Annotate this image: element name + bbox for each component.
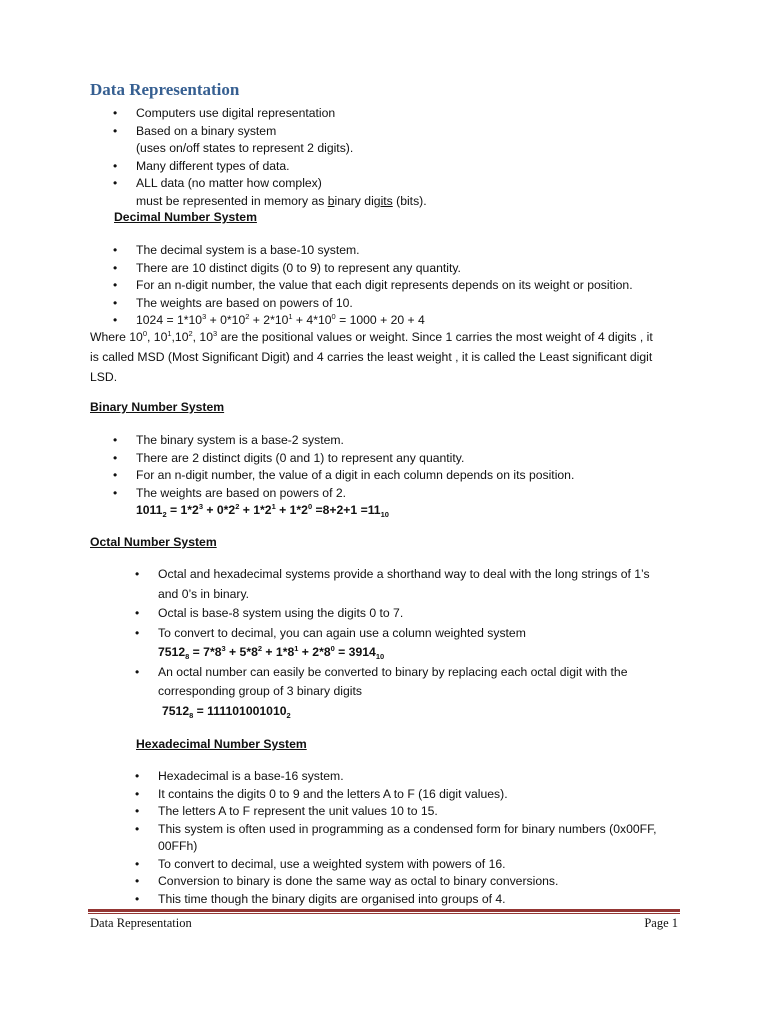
superscript: 3 <box>221 644 226 653</box>
list-item: • For an n-digit number, the value that each digit represents depends on its weight or position. <box>136 277 696 295</box>
text: b <box>327 193 335 208</box>
list-item: • Octal is base-8 system using the digits 0 to 7. <box>158 604 698 624</box>
text: + 1*8 <box>262 645 295 659</box>
text: = 3914 <box>334 645 376 659</box>
paragraph-line: LSD. <box>90 370 118 384</box>
list-item: • To convert to decimal, use a weighted system with powers of 16. <box>158 856 688 874</box>
footer-rule-thin <box>88 913 680 914</box>
text: = 7*8 <box>189 645 222 659</box>
text: must be represented in memory as <box>136 193 328 208</box>
paragraph-line <box>90 327 690 347</box>
list-item: • The decimal system is a base-10 system. <box>136 242 696 260</box>
list-item-continuation <box>136 193 696 211</box>
list-item-continuation: (uses on/off states to represent 2 digits). <box>136 141 354 155</box>
superscript: 0 <box>330 644 335 653</box>
text: 1011 <box>136 503 163 517</box>
list-item: • Conversion to binary is done the same way as octal to binary conversions. <box>158 873 688 891</box>
subscript: 8 <box>189 710 194 720</box>
text: its <box>380 193 393 208</box>
list-item-continuation: 00FFh) <box>158 839 198 853</box>
page-title: Data Representation <box>90 80 240 99</box>
superscript: 0 <box>331 312 336 321</box>
list-item: • ALL data (no matter how complex) <box>136 175 696 193</box>
text: , 10 <box>147 330 168 344</box>
list-item: • Based on a binary system <box>136 123 696 141</box>
text: + 0*2 <box>203 503 236 517</box>
subscript: 8 <box>185 652 190 661</box>
subscript: 10 <box>380 510 389 519</box>
superscript: 1 <box>294 644 299 653</box>
superscript: 3 <box>198 502 203 511</box>
text: + 2*8 <box>298 645 331 659</box>
list-item-continuation: and 0’s in binary. <box>158 586 250 601</box>
text: Where 10 <box>90 330 143 344</box>
list-item-continuation: corresponding group of 3 binary digits <box>158 684 362 698</box>
subscript: 10 <box>375 652 385 661</box>
formula <box>136 502 696 520</box>
formula <box>158 643 698 663</box>
text: , 10 <box>192 330 213 344</box>
superscript: 0 <box>142 329 148 338</box>
text: ,10 <box>171 330 189 344</box>
superscript: 1 <box>288 312 293 321</box>
superscript: 2 <box>235 502 240 511</box>
text: 1024 = 1*10 <box>136 313 203 327</box>
page-number: Page 1 <box>644 916 678 930</box>
text: (bits). <box>392 193 427 208</box>
subscript: 2 <box>162 510 167 519</box>
text: 7512 <box>162 703 190 718</box>
list-item: • To convert to decimal, you can again use a column weighted system <box>158 624 698 644</box>
list-item: • It contains the digits 0 to 9 and the letters A to F (16 digit values). <box>158 786 688 804</box>
text: + 2*10 <box>249 313 289 327</box>
octal-list <box>158 565 698 721</box>
footer-rule <box>88 909 680 912</box>
superscript: 3 <box>213 329 218 338</box>
list-item: • The letters A to F represent the unit values 10 to 15. <box>158 803 688 821</box>
section-heading-octal: Octal Number System <box>90 535 217 549</box>
superscript: 1 <box>271 502 276 511</box>
text: =8+2+1 =11 <box>312 503 381 517</box>
text: = 111101001010 <box>193 703 287 718</box>
list-item: • This time though the binary digits are organised into groups of 4. <box>158 891 688 909</box>
paragraph-where <box>90 327 690 387</box>
footer-title: Data Representation <box>90 916 192 930</box>
text: inary dig <box>334 193 381 208</box>
list-item: • There are 2 distinct digits (0 and 1) to represent any quantity. <box>136 450 696 468</box>
decimal-list <box>136 242 696 330</box>
superscript: 2 <box>188 329 193 338</box>
list-item: • Computers use digital representation <box>136 105 696 123</box>
text: are the positional values or weight. Since 1 carries the most weight of 4 digits , it <box>217 330 653 344</box>
text: + 1*2 <box>239 503 272 517</box>
list-item: • The weights are based on powers of 2. <box>136 485 696 503</box>
intro-list <box>136 105 696 210</box>
list-item: • This system is often used in programming as a condensed form for binary numbers (0x00FF, <box>158 821 688 839</box>
section-heading-hexadecimal: Hexadecimal Number System <box>136 737 307 751</box>
binary-list <box>136 432 696 520</box>
list-item: • Hexadecimal is a base-16 system. <box>158 768 688 786</box>
subscript: 2 <box>286 710 291 720</box>
hex-list <box>158 768 688 908</box>
superscript: 0 <box>307 502 313 511</box>
superscript: 2 <box>245 312 250 321</box>
list-item: • An octal number can easily be converted to binary by replacing each octal digit with the <box>158 663 698 683</box>
text: 7512 <box>158 645 186 659</box>
section-heading-binary: Binary Number System <box>90 400 225 414</box>
paragraph-line: is called MSD (Most Significant Digit) and 4 carries the least weight , it is called the Least significant digit <box>90 350 653 364</box>
list-item: • For an n-digit number, the value of a digit in each column depends on its position. <box>136 467 696 485</box>
text: = 1000 + 20 + 4 <box>335 313 425 327</box>
superscript: 3 <box>202 312 207 321</box>
superscript: 1 <box>167 329 172 338</box>
text: + 4*10 <box>292 313 332 327</box>
formula <box>158 702 698 722</box>
text: = 1*2 <box>166 503 199 517</box>
list-item: • There are 10 distinct digits (0 to 9) to represent any quantity. <box>136 260 696 278</box>
text: + 1*2 <box>275 503 308 517</box>
list-item: • Octal and hexadecimal systems provide a shorthand way to deal with the long strings of 1’s <box>158 565 698 585</box>
list-item: • The weights are based on powers of 10. <box>136 295 696 313</box>
text: + 0*10 <box>206 313 246 327</box>
list-item: • The binary system is a base-2 system. <box>136 432 696 450</box>
superscript: 2 <box>257 644 263 653</box>
text: + 5*8 <box>225 645 258 659</box>
list-item: • Many different types of data. <box>136 158 696 176</box>
section-heading-decimal: Decimal Number System <box>114 210 257 224</box>
